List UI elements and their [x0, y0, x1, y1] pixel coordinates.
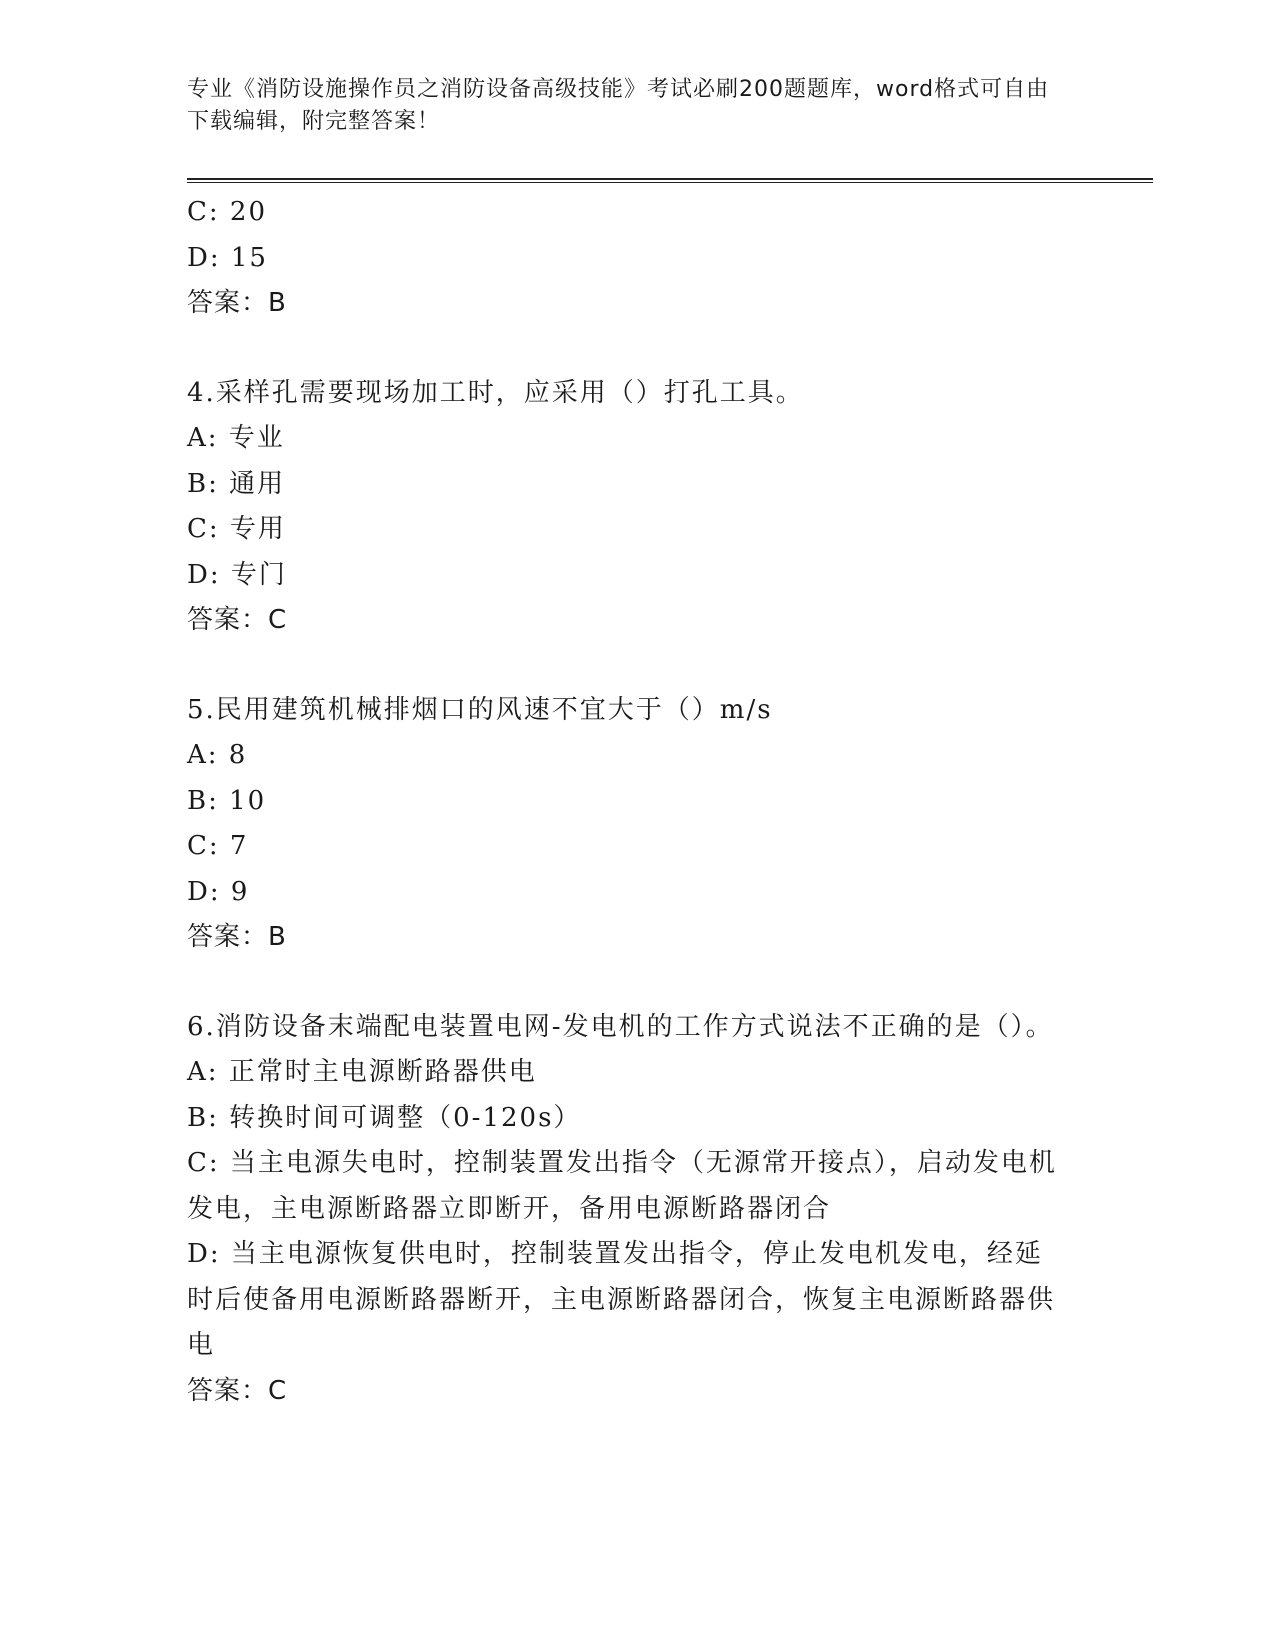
answer: 答案：B	[187, 288, 287, 318]
option-d: D: 当主电源恢复供电时，控制装置发出指令，停止发电机发电，经延时后使备用电源断路器断开，主电源断路器闭合，恢复主电源断路器供电	[187, 1239, 1056, 1360]
answer: 答案：C	[187, 605, 288, 635]
option-c: C: 20	[187, 197, 268, 227]
question-stem: 6.消防设备末端配电装置电网-发电机的工作方式说法不正确的是（）。	[187, 1011, 1054, 1042]
option-a: A: 专业	[187, 423, 285, 453]
option-d: D: 专门	[187, 559, 287, 590]
option-c: C: 专用	[187, 514, 286, 544]
option-c: C: 当主电源失电时，控制装置发出指令（无源常开接点），启动发电机发电，主电源断路器立即断开，备用电源断路器闭合	[187, 1148, 1057, 1224]
option-a: A: 8	[187, 740, 248, 770]
option-d: D: 15	[187, 242, 268, 273]
option-d: D: 9	[187, 876, 250, 907]
header-divider	[187, 178, 1153, 183]
question-6	[187, 1005, 1067, 1415]
option-c: C: 7	[187, 831, 249, 861]
question-5	[187, 688, 1067, 961]
answer: 答案：B	[187, 922, 287, 952]
option-a: A: 正常时主电源断路器供电	[187, 1057, 537, 1087]
option-b: B: 10	[187, 785, 267, 816]
question-stem: 4.采样孔需要现场加工时，应采用（）打孔工具。	[187, 377, 804, 408]
option-b: B: 通用	[187, 468, 286, 499]
question-3-fragment	[187, 190, 1067, 327]
question-4	[187, 371, 1067, 644]
document-header: 专业《消防设施操作员之消防设备高级技能》考试必刷200题题库，word格式可自由下载编辑，附完整答案！	[187, 77, 1050, 134]
option-b: B: 转换时间可调整（0-120s）	[187, 1102, 582, 1133]
question-stem: 5.民用建筑机械排烟口的风速不宜大于（）m/s	[187, 694, 773, 725]
answer: 答案：C	[187, 1375, 288, 1406]
question-list	[187, 190, 1067, 1414]
